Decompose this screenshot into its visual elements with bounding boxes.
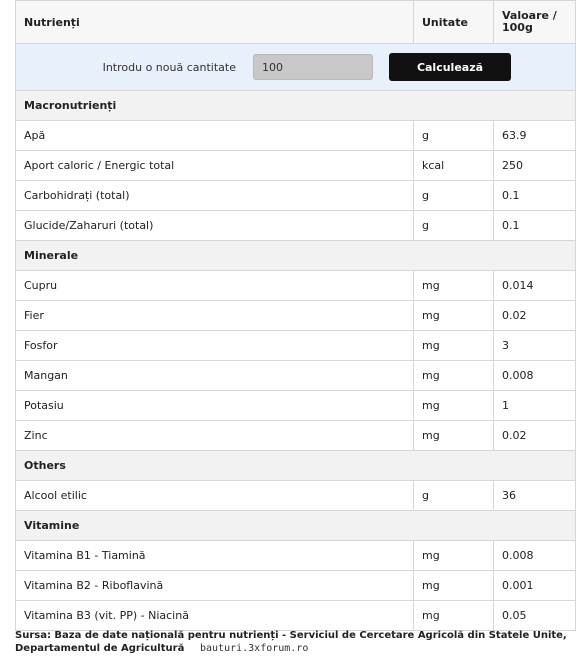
table-row [16, 331, 576, 361]
header-value: Valoare / 100g [494, 1, 576, 44]
section-header-row [16, 511, 576, 541]
nutrient-name: Mangan [16, 361, 414, 391]
nutrient-unit: g [414, 181, 494, 211]
nutrient-value: 0.1 [494, 181, 576, 211]
quantity-input[interactable] [253, 54, 373, 80]
section-title: Macronutrienți [16, 91, 576, 121]
nutrient-name: Apă [16, 121, 414, 151]
section-header-row [16, 241, 576, 271]
nutrient-name: Vitamina B2 - Riboflavină [16, 571, 414, 601]
nutrient-name: Vitamina B1 - Tiamină [16, 541, 414, 571]
calculator-row [16, 44, 576, 91]
nutrient-unit: mg [414, 271, 494, 301]
nutrient-value: 36 [494, 481, 576, 511]
nutrient-value: 0.02 [494, 301, 576, 331]
table-row [16, 181, 576, 211]
nutrient-unit: mg [414, 361, 494, 391]
table-row [16, 391, 576, 421]
nutrient-unit: mg [414, 301, 494, 331]
nutrient-name: Cupru [16, 271, 414, 301]
calculator [16, 53, 575, 81]
forum-watermark: bauturi.3xforum.ro [200, 643, 309, 654]
nutrient-unit: mg [414, 571, 494, 601]
calculate-button[interactable]: Calculează [389, 53, 511, 81]
nutrient-unit: mg [414, 331, 494, 361]
table-row [16, 271, 576, 301]
nutrient-unit: g [414, 121, 494, 151]
nutrient-name: Fier [16, 301, 414, 331]
nutrient-name: Glucide/Zaharuri (total) [16, 211, 414, 241]
nutrient-name: Fosfor [16, 331, 414, 361]
nutrient-name: Aport caloric / Energic total [16, 151, 414, 181]
nutrient-value: 0.1 [494, 211, 576, 241]
table-row [16, 211, 576, 241]
nutrition-table [15, 0, 576, 631]
table-row [16, 481, 576, 511]
nutrient-name: Vitamina B3 (vit. PP) - Niacină [16, 601, 414, 631]
nutrient-value: 0.014 [494, 271, 576, 301]
section-title: Others [16, 451, 576, 481]
table-row [16, 541, 576, 571]
header-unit: Unitate [414, 1, 494, 44]
section-header-row [16, 451, 576, 481]
nutrient-value: 0.001 [494, 571, 576, 601]
calculator-cell [16, 44, 576, 91]
table-row [16, 121, 576, 151]
section-header-row [16, 91, 576, 121]
table-header-row [16, 1, 576, 44]
nutrient-unit: mg [414, 541, 494, 571]
table-row [16, 361, 576, 391]
table-row [16, 601, 576, 631]
nutrient-value: 1 [494, 391, 576, 421]
section-title: Vitamine [16, 511, 576, 541]
nutrient-name: Carbohidrați (total) [16, 181, 414, 211]
source-note: Sursa: Baza de date națională pentru nutrienți - Serviciul de Cercetare Agricolă din Statele Unite, Departamentul de Agricultură [15, 630, 567, 654]
table-row [16, 151, 576, 181]
nutrient-value: 250 [494, 151, 576, 181]
quantity-label: Introdu o nouă cantitate [102, 60, 236, 74]
table-row [16, 571, 576, 601]
nutrient-value: 63.9 [494, 121, 576, 151]
nutrient-value: 0.02 [494, 421, 576, 451]
nutrient-value: 0.008 [494, 541, 576, 571]
header-nutrients: Nutrienți [16, 1, 414, 44]
nutrient-name: Zinc [16, 421, 414, 451]
nutrient-value: 0.05 [494, 601, 576, 631]
nutrient-unit: g [414, 481, 494, 511]
nutrient-unit: mg [414, 601, 494, 631]
nutrient-unit: mg [414, 391, 494, 421]
nutrient-name: Potasiu [16, 391, 414, 421]
nutrient-unit: kcal [414, 151, 494, 181]
nutrient-unit: mg [414, 421, 494, 451]
section-title: Minerale [16, 241, 576, 271]
nutrient-value: 0.008 [494, 361, 576, 391]
table-row [16, 301, 576, 331]
nutrient-value: 3 [494, 331, 576, 361]
table-row [16, 421, 576, 451]
nutrient-name: Alcool etilic [16, 481, 414, 511]
nutrient-unit: g [414, 211, 494, 241]
